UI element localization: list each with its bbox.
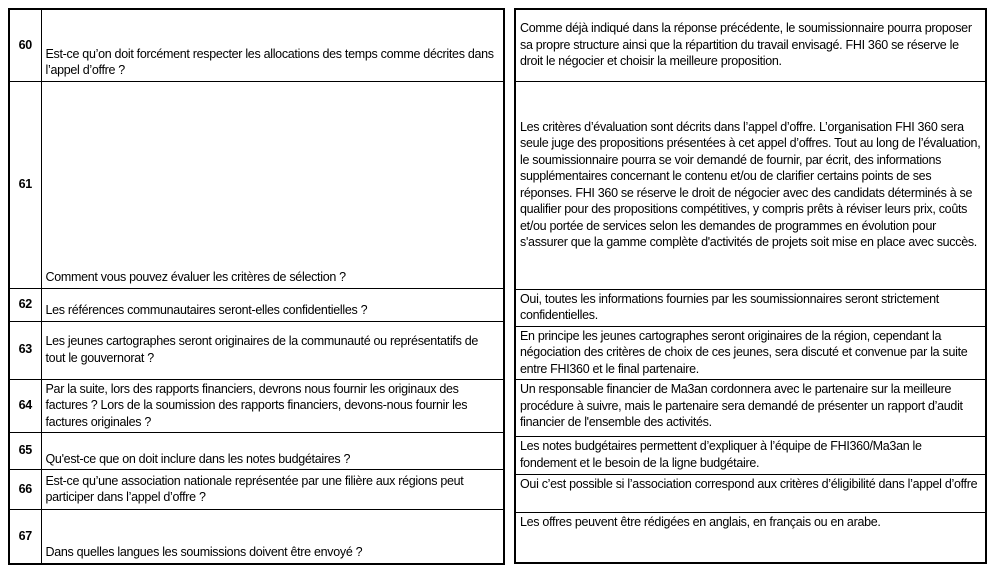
question-number-66: 66 bbox=[9, 470, 41, 510]
question-number-63: 63 bbox=[9, 321, 41, 379]
answer-text-62: Oui, toutes les informations fournies par les soumissionnaires seront strictement confidentielles. bbox=[515, 289, 986, 326]
answer-row-65 bbox=[515, 437, 986, 475]
question-row-62 bbox=[9, 288, 504, 321]
answer-row-63 bbox=[515, 326, 986, 380]
question-number-60: 60 bbox=[9, 9, 41, 81]
question-row-66 bbox=[9, 470, 504, 510]
answer-text-67: Les offres peuvent être rédigées en anglais, en français ou en arabe. bbox=[515, 513, 986, 563]
question-row-61 bbox=[9, 81, 504, 288]
answer-row-62 bbox=[515, 289, 986, 326]
question-text-64: Par la suite, lors des rapports financiers, devrons nous fournir les originaux des factures ? Lors de la soumission des rapports financiers, devons-nous fournir les factures originales ? bbox=[41, 379, 504, 433]
question-number-64: 64 bbox=[9, 379, 41, 433]
answer-row-61 bbox=[515, 81, 986, 289]
question-text-60: Est-ce qu’on doit forcément respecter les allocations des temps comme décrites dans l’appel d’offre ? bbox=[41, 9, 504, 81]
question-text-65: Qu'est-ce que on doit inclure dans les notes budgétaires ? bbox=[41, 433, 504, 470]
question-number-61: 61 bbox=[9, 81, 41, 288]
question-text-63: Les jeunes cartographes seront originaires de la communauté ou représentatifs de tout le gouvernorat ? bbox=[41, 321, 504, 379]
questions-table bbox=[8, 8, 505, 565]
question-text-61: Comment vous pouvez évaluer les critères de sélection ? bbox=[41, 81, 504, 288]
question-number-62: 62 bbox=[9, 288, 41, 321]
answer-row-60 bbox=[515, 9, 986, 81]
question-number-67: 67 bbox=[9, 510, 41, 564]
answer-text-63: En principe les jeunes cartographes seront originaires de la région, cependant la négociation des critères de choix de ces jeunes, sera discuté et convenue par la suite entre FHI360 et le final partenaire. bbox=[515, 326, 986, 380]
answer-text-61: Les critères d’évaluation sont décrits dans l’appel d’offre. L’organisation FHI 360 sera seule juge des propositions présentées à cet appel d’offres. Tout au long de l’évaluation, le soumissionnaire pourra se voir demandé de fournir, par écrit, des informations supplémentaires concernant le contenu et/ou de clarifier certains points de ses réponses. FHI 360 se réserve le droit de négocier avec des candidats déterminés à se qualifier pour des propositions compétitives, y compris prêts à réviser leurs prix, coûts et/ou portée de services selon les demandes de programmes en évolution pour s'assurer que la gamme complète d'activités de projets soit mise en place avec succès. bbox=[515, 81, 986, 289]
question-text-66: Est-ce qu’une association nationale représentée par une filière aux régions peut participer dans l’appel d’offre ? bbox=[41, 470, 504, 510]
question-number-65: 65 bbox=[9, 433, 41, 470]
question-row-65 bbox=[9, 433, 504, 470]
answer-row-64 bbox=[515, 380, 986, 437]
answers-table bbox=[514, 8, 987, 564]
question-row-67 bbox=[9, 510, 504, 564]
answer-text-66: Oui c’est possible si l’association correspond aux critères d’éligibilité dans l’appel d’offre bbox=[515, 475, 986, 513]
answer-row-66 bbox=[515, 475, 986, 513]
question-row-64 bbox=[9, 379, 504, 433]
answer-row-67 bbox=[515, 513, 986, 563]
answer-text-64: Un responsable financier de Ma3an cordonnera avec le partenaire sur la meilleure procédure à suivre, mais le partenaire sera demandé de présenter un rapport d’audit financier de l'ensemble des activités. bbox=[515, 380, 986, 437]
question-row-60 bbox=[9, 9, 504, 81]
question-row-63 bbox=[9, 321, 504, 379]
answer-text-65: Les notes budgétaires permettent d’expliquer à l’équipe de FHI360/Ma3an le fondement et le besoin de la ligne budgétaire. bbox=[515, 437, 986, 475]
question-text-62: Les références communautaires seront-elles confidentielles ? bbox=[41, 288, 504, 321]
answer-text-60: Comme déjà indiqué dans la réponse précédente, le soumissionnaire pourra proposer sa propre structure ainsi que la répartition du travail envisagé. FHI 360 se réserve le droit le négocier et choisir la meilleure proposition. bbox=[515, 9, 986, 81]
question-text-67: Dans quelles langues les soumissions doivent être envoyé ? bbox=[41, 510, 504, 564]
